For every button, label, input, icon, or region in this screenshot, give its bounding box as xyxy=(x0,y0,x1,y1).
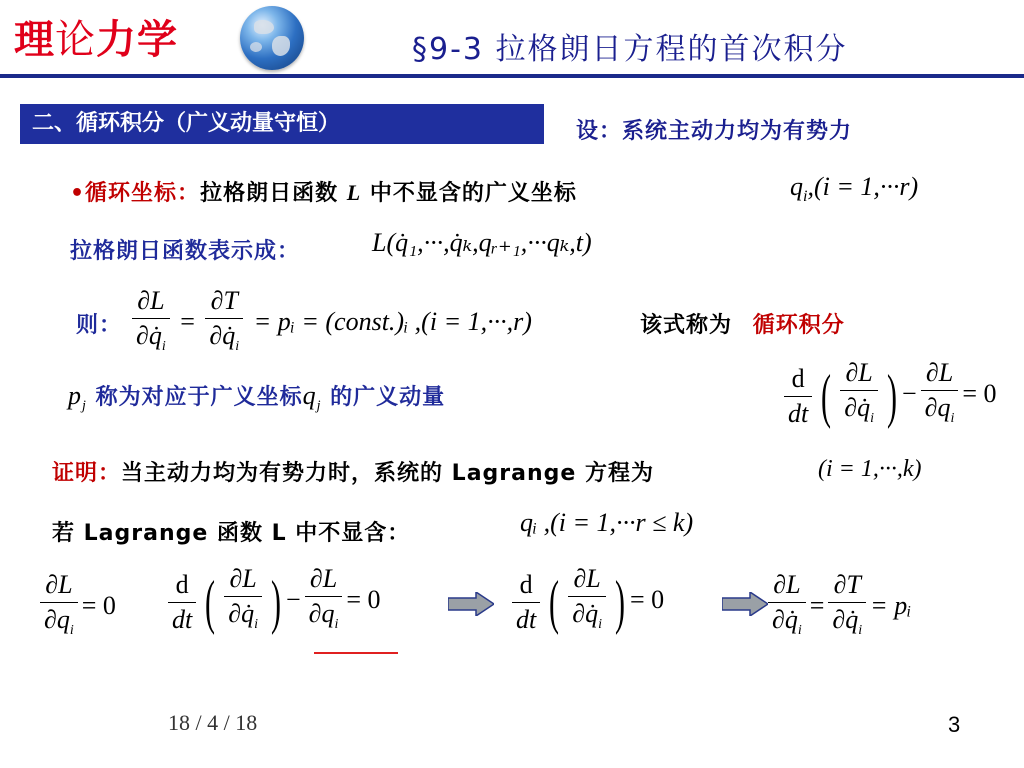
pj-text-2: 的广义动量 xyxy=(330,385,446,410)
implies-arrow-icon-1 xyxy=(448,592,494,616)
cyclic-text-2: 中不显含的广义坐标 xyxy=(369,181,577,206)
zero-2: = 0 xyxy=(346,585,381,615)
lagrange-rhs: = 0 xyxy=(962,379,997,409)
derivation-step-3: $\frac{d}{dt}$ ( $\frac{\partial L}{\partial q̇_i}$ ) = 0 xyxy=(508,562,664,642)
logo-chars-3: 力学 xyxy=(96,17,178,63)
logo-char-2: 论 xyxy=(55,17,96,63)
lagrangian-form-line xyxy=(70,234,300,265)
qj-sub: j xyxy=(316,398,322,414)
cyclic-coordinate-line xyxy=(70,176,577,207)
pj-symbol: p xyxy=(68,381,82,410)
implies-arrow-icon-2 xyxy=(722,592,768,616)
generalized-momentum-line xyxy=(68,380,445,414)
lagrangian-expression: L(q̇₁,···,q̇ₖ,qᵣ₊₁,···qₖ,t) xyxy=(372,228,592,257)
section-heading: 二、循环积分（广义动量守恒） xyxy=(20,104,544,144)
page-title: §9-3 拉格朗日方程的首次积分 xyxy=(412,32,848,67)
called-text: 该式称为 xyxy=(640,313,733,338)
derivation-step-1: $\frac{\partial L}{\partial q_i}$ = 0 xyxy=(36,568,116,648)
footer-date: 18 / 4 / 18 xyxy=(168,710,258,735)
cyclic-integral-equation: $\frac{\partial L}{\partial q̇_i}$ = $\frac{\partial T}{\partial q̇_i}$ = pᵢ = (const.)ᵢ ,(i = 1,···,r) xyxy=(128,284,532,364)
page-number: 3 xyxy=(948,712,961,737)
course-logo xyxy=(14,8,178,65)
lagrangian-label: 拉格朗日函数表示成： xyxy=(70,239,301,264)
partial-L-over-qdot: $\frac{\partial L}{\partial q̇_i}$ xyxy=(132,284,170,364)
proof-label: 证明： xyxy=(52,461,122,486)
then-equation-rhs: = pᵢ = (const.)ᵢ ,(i = 1,···,r) xyxy=(253,307,532,337)
zero-3: = 0 xyxy=(629,585,665,615)
pj-sub: j xyxy=(82,398,87,414)
cyclic-label: •循环坐标： xyxy=(70,181,201,206)
cyclic-range-formula xyxy=(790,172,918,206)
red-underline-mark xyxy=(314,652,398,654)
if-line: 若 Lagrange 函数 L 中不显含： xyxy=(52,521,411,546)
derivation-result: $\frac{\partial L}{\partial q̇_i}$ = $\frac{\partial T}{\partial q̇_i}$ = pᵢ xyxy=(764,568,911,648)
assumption-text: 设：系统主动力均为有势力 xyxy=(576,119,853,144)
derivation-step-2: $\frac{d}{dt}$ ( $\frac{\partial L}{\partial q̇_i}$ ) − $\frac{\partial L}{\partial q_i}$ = 0 xyxy=(164,562,381,642)
partial-T-over-qdot: $\frac{\partial T}{\partial q̇_i}$ xyxy=(205,284,243,364)
then-label: 则： xyxy=(76,313,123,338)
header-divider xyxy=(0,74,1024,78)
cyclic-L: L xyxy=(346,180,362,205)
globe-icon xyxy=(240,6,304,70)
cyclic-integral-term: 循环积分 xyxy=(752,313,845,338)
cyclic-q: q xyxy=(790,172,803,201)
if-math: qᵢ ,(i = 1,···r ≤ k) xyxy=(520,508,694,537)
pj-text: 称为对应于广义坐标 xyxy=(95,385,303,410)
cyclic-range: ,(i = 1,···r) xyxy=(807,172,919,201)
proof-line xyxy=(52,456,654,487)
called-line xyxy=(640,308,845,339)
cyclic-text: 拉格朗日函数 xyxy=(200,181,339,206)
logo-char-1: 理 xyxy=(14,17,55,63)
cyclic-q-sub: i xyxy=(803,188,808,206)
final-rhs: = pᵢ xyxy=(870,591,912,621)
proof-text: 当主动力均为有势力时，系统的 Lagrange 方程为 xyxy=(121,461,654,486)
qj-symbol: q xyxy=(302,381,317,410)
proof-range: (i = 1,···,k) xyxy=(818,456,922,482)
lagrange-equation-right: $\frac{d}{dt}$ ( $\frac{\partial L}{\partial q̇_i}$ ) − $\frac{\partial L}{\partial q_i}$ = 0 xyxy=(780,356,997,436)
zero-1: = 0 xyxy=(81,591,116,621)
